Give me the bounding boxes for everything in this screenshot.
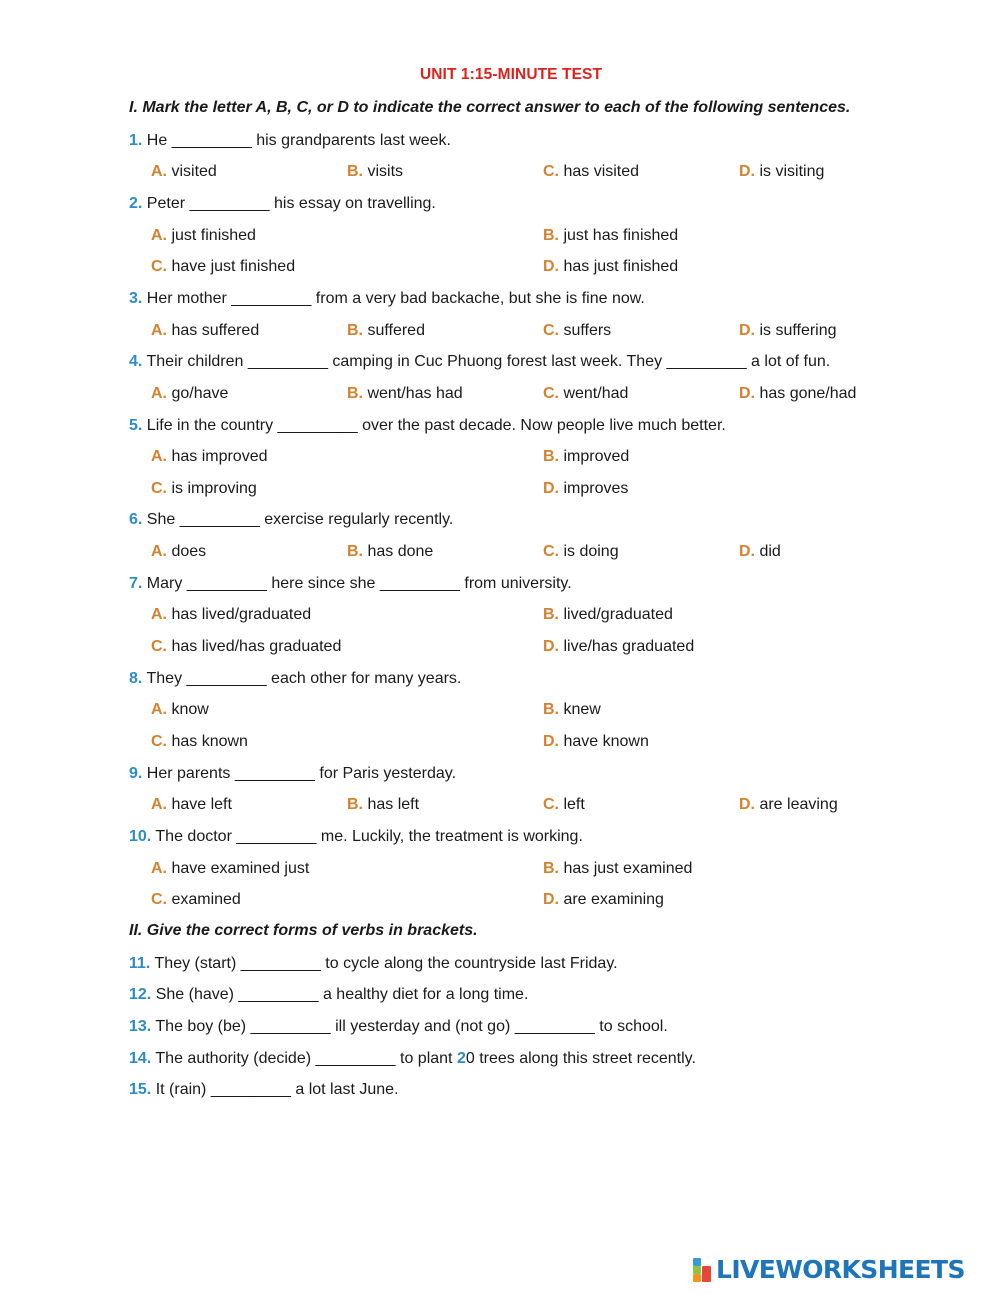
option-letter: A. — [151, 321, 167, 339]
option-text: has suffered — [171, 321, 260, 339]
option-letter: D. — [739, 163, 755, 181]
option-letter: D. — [739, 321, 755, 339]
answer-option[interactable] — [151, 257, 295, 277]
option-text: visited — [171, 163, 217, 181]
answer-option[interactable] — [543, 542, 619, 562]
answer-option[interactable] — [543, 384, 628, 404]
option-text: go/have — [171, 384, 229, 402]
option-text: just finished — [171, 226, 256, 244]
question-text: Their children _________ camping in Cuc Phuong forest last week. They _________ a lot of fun. — [146, 353, 831, 371]
option-text: left — [563, 796, 585, 814]
option-letter: C. — [543, 796, 559, 814]
option-letter: D. — [543, 891, 559, 909]
option-text: are examining — [563, 891, 664, 909]
option-letter: A. — [151, 543, 167, 561]
answer-option[interactable] — [151, 384, 228, 404]
answer-option[interactable] — [543, 321, 611, 341]
option-letter: C. — [543, 384, 559, 402]
option-text: has lived/graduated — [171, 606, 312, 624]
option-letter: B. — [347, 321, 363, 339]
answer-option[interactable] — [151, 605, 311, 625]
option-text: improves — [563, 479, 629, 497]
option-letter: D. — [543, 733, 559, 750]
answer-option[interactable] — [347, 384, 463, 404]
option-text: improved — [563, 448, 630, 466]
question-number: 5. — [129, 416, 143, 434]
answer-option[interactable] — [151, 542, 206, 562]
option-letter: A. — [151, 163, 167, 181]
logo-icon — [693, 1256, 713, 1282]
question-stem — [129, 669, 461, 689]
option-text: are leaving — [759, 796, 838, 814]
question-number: 3. — [129, 289, 143, 307]
question-number: 6. — [129, 511, 143, 529]
option-text: is doing — [563, 543, 619, 561]
option-letter: C. — [151, 891, 167, 909]
answer-option[interactable] — [543, 605, 673, 625]
option-letter: B. — [347, 796, 363, 814]
answer-option[interactable] — [739, 162, 824, 182]
option-text: has done — [367, 543, 434, 561]
question-stem — [129, 416, 726, 436]
answer-option[interactable] — [543, 859, 692, 879]
option-letter: C. — [151, 733, 167, 750]
option-letter: B. — [347, 543, 363, 561]
question-text: Her mother _________ from a very bad backache, but she is fine now. — [146, 289, 645, 307]
question-text: She _________ exercise regularly recently. — [146, 511, 454, 529]
option-letter: C. — [151, 638, 167, 656]
option-letter: B. — [543, 859, 559, 877]
option-letter: B. — [543, 226, 559, 244]
question-number: 10. — [129, 827, 152, 845]
option-text: have known — [563, 733, 649, 750]
option-text: did — [759, 543, 781, 561]
option-text: just has finished — [563, 226, 679, 244]
answer-option[interactable] — [151, 226, 256, 246]
option-letter: B. — [543, 701, 559, 719]
answer-option[interactable] — [151, 162, 217, 182]
answer-option[interactable] — [347, 542, 433, 562]
question-text: Life in the country _________ over the past decade. Now people live much better. — [146, 416, 726, 434]
option-text: is suffering — [759, 321, 837, 339]
option-text: lived/graduated — [563, 606, 673, 624]
option-letter: B. — [347, 384, 363, 402]
verb-form-item — [129, 985, 528, 1005]
option-text: know — [171, 701, 209, 719]
question-number: 11. — [129, 954, 151, 972]
option-letter: D. — [543, 638, 559, 656]
answer-option[interactable] — [151, 890, 241, 910]
section-2-heading: II. Give the correct forms of verbs in brackets. — [129, 921, 478, 939]
question-number: 9. — [129, 764, 143, 782]
question-text: It (rain) _________ a lot last June. — [155, 1081, 399, 1099]
answer-option[interactable] — [543, 447, 629, 467]
option-text: is improving — [171, 479, 257, 497]
answer-option[interactable] — [543, 700, 601, 720]
option-letter: B. — [543, 606, 559, 624]
question-stem — [129, 574, 572, 594]
option-text: has just finished — [563, 258, 679, 276]
answer-option[interactable] — [543, 795, 585, 815]
logo-text: LIVEWORKSHEETS — [716, 1254, 965, 1284]
question-number: 12. — [129, 986, 152, 1004]
option-text: live/has graduated — [563, 638, 695, 656]
option-text: knew — [563, 701, 601, 719]
answer-option[interactable] — [347, 321, 425, 341]
answer-option[interactable] — [543, 257, 678, 277]
question-number: 15. — [129, 1081, 152, 1099]
verb-form-item — [129, 1080, 399, 1100]
question-text: Her parents _________ for Paris yesterday. — [146, 764, 457, 782]
option-letter: A. — [151, 384, 167, 402]
option-text: went/has had — [367, 384, 463, 402]
question-number: 8. — [129, 669, 143, 687]
option-letter: B. — [347, 163, 363, 181]
question-text: She (have) _________ a healthy diet for a long time. — [155, 986, 529, 1004]
option-text: have examined just — [171, 859, 310, 877]
option-letter: C. — [543, 321, 559, 339]
question-text: Mary _________ here since she _________ from university. — [146, 574, 572, 592]
question-stem — [129, 827, 583, 847]
verb-form-item — [129, 1049, 696, 1069]
highlighted-digit: 2 — [456, 1049, 466, 1067]
answer-option[interactable] — [543, 479, 628, 499]
answer-option[interactable] — [739, 542, 781, 562]
answer-option[interactable] — [543, 890, 664, 910]
verb-form-item — [129, 954, 618, 974]
answer-option[interactable] — [151, 795, 232, 815]
answer-option[interactable] — [151, 321, 259, 341]
verb-form-item — [129, 1017, 668, 1037]
question-number: 2. — [129, 194, 143, 212]
answer-option[interactable] — [543, 226, 678, 246]
option-letter: A. — [151, 226, 167, 244]
option-letter: C. — [151, 258, 167, 276]
option-letter: D. — [739, 384, 755, 402]
question-text: The authority (decide) _________ to plant — [155, 1049, 457, 1067]
option-text: has left — [367, 796, 420, 814]
option-text: has lived/has graduated — [171, 638, 342, 656]
answer-option[interactable] — [151, 859, 309, 879]
question-stem — [129, 764, 456, 784]
option-letter: A. — [151, 701, 167, 719]
answer-option[interactable] — [543, 732, 649, 752]
question-number: 1. — [129, 131, 143, 149]
answer-option[interactable] — [739, 384, 856, 404]
option-letter: B. — [543, 448, 559, 466]
question-text: The doctor _________ me. Luckily, the treatment is working. — [155, 827, 583, 845]
answer-option[interactable] — [151, 732, 248, 752]
question-stem — [129, 194, 436, 214]
option-text: suffered — [367, 321, 425, 339]
question-text: 0 trees along this street recently. — [465, 1049, 696, 1067]
page-title: UNIT 1:15-MINUTE TEST — [419, 66, 603, 83]
option-text: is visiting — [759, 163, 825, 181]
option-letter: A. — [151, 859, 167, 877]
answer-option[interactable] — [739, 795, 838, 815]
question-stem — [129, 289, 645, 309]
question-text: Peter _________ his essay on travelling. — [146, 194, 436, 212]
answer-option[interactable] — [543, 162, 639, 182]
answer-option[interactable] — [151, 637, 341, 657]
answer-option[interactable] — [739, 321, 837, 341]
question-stem — [129, 510, 453, 530]
option-text: suffers — [563, 321, 612, 339]
option-letter: A. — [151, 796, 167, 814]
section-1-heading: I. Mark the letter A, B, C, or D to indicate the correct answer to each of the following sentences. — [129, 99, 851, 116]
option-letter: D. — [543, 258, 559, 276]
option-text: has visited — [563, 163, 640, 181]
option-letter: A. — [151, 448, 167, 466]
option-text: does — [171, 543, 207, 561]
option-letter: A. — [151, 606, 167, 624]
option-text: has gone/had — [759, 384, 857, 402]
option-letter: C. — [151, 479, 167, 497]
question-text: The boy (be) _________ ill yesterday and (not go) _________ to school. — [155, 1017, 668, 1035]
question-number: 4. — [129, 353, 143, 371]
option-letter: D. — [739, 796, 755, 814]
question-number: 7. — [129, 574, 143, 592]
option-letter: D. — [739, 543, 755, 561]
answer-option[interactable] — [151, 479, 257, 499]
question-text: They _________ each other for many years. — [146, 669, 462, 687]
option-letter: C. — [543, 543, 559, 561]
question-stem — [129, 131, 451, 151]
option-text: has known — [171, 733, 248, 750]
question-number: 14. — [129, 1049, 152, 1067]
answer-option[interactable] — [151, 447, 268, 467]
option-text: went/had — [563, 384, 629, 402]
liveworksheets-logo — [693, 1252, 993, 1286]
option-text: has improved — [171, 448, 268, 466]
answer-option[interactable] — [151, 700, 209, 720]
option-text: have left — [171, 796, 232, 814]
question-stem — [129, 352, 830, 372]
option-text: have just finished — [171, 258, 296, 276]
answer-option[interactable] — [347, 162, 403, 182]
option-text: visits — [367, 163, 404, 181]
answer-option[interactable] — [347, 795, 419, 815]
question-text: He _________ his grandparents last week. — [146, 131, 451, 149]
question-number: 13. — [129, 1017, 152, 1035]
option-letter: C. — [543, 163, 559, 181]
option-letter: D. — [543, 479, 559, 497]
option-text: examined — [171, 891, 241, 909]
answer-option[interactable] — [543, 637, 694, 657]
question-text: They (start) _________ to cycle along the countryside last Friday. — [154, 954, 618, 972]
option-text: has just examined — [563, 859, 693, 877]
